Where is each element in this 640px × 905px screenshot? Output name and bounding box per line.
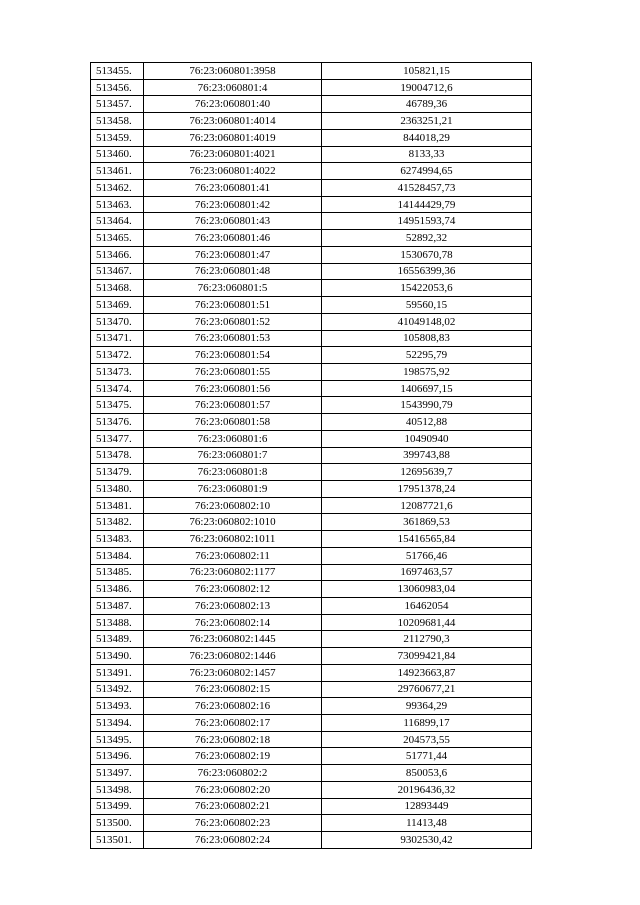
row-number-cell: 513486. (91, 581, 144, 598)
table-row (91, 564, 532, 581)
row-number-cell: 513472. (91, 347, 144, 364)
value-cell: 844018,29 (322, 129, 532, 146)
value-cell: 1543990,79 (322, 397, 532, 414)
table-row (91, 631, 532, 648)
cadastral-number-cell: 76:23:060801:3958 (144, 63, 322, 80)
value-cell: 12087721,6 (322, 497, 532, 514)
row-number-cell: 513480. (91, 480, 144, 497)
cadastral-number-cell: 76:23:060801:4022 (144, 163, 322, 180)
row-number-cell: 513467. (91, 263, 144, 280)
table-row (91, 464, 532, 481)
table-row (91, 430, 532, 447)
table-body (91, 63, 532, 849)
value-cell: 46789,36 (322, 96, 532, 113)
cadastral-number-cell: 76:23:060801:42 (144, 196, 322, 213)
table-row (91, 648, 532, 665)
cadastral-number-cell: 76:23:060802:16 (144, 698, 322, 715)
value-cell: 399743,88 (322, 447, 532, 464)
cadastral-number-cell: 76:23:060802:11 (144, 547, 322, 564)
row-number-cell: 513491. (91, 664, 144, 681)
row-number-cell: 513490. (91, 648, 144, 665)
cadastral-number-cell: 76:23:060801:53 (144, 330, 322, 347)
row-number-cell: 513499. (91, 798, 144, 815)
cadastral-number-cell: 76:23:060802:2 (144, 765, 322, 782)
row-number-cell: 513492. (91, 681, 144, 698)
value-cell: 51771,44 (322, 748, 532, 765)
value-cell: 9302530,42 (322, 832, 532, 849)
row-number-cell: 513470. (91, 313, 144, 330)
value-cell: 51766,46 (322, 547, 532, 564)
row-number-cell: 513496. (91, 748, 144, 765)
table-row (91, 196, 532, 213)
table-row (91, 96, 532, 113)
row-number-cell: 513463. (91, 196, 144, 213)
row-number-cell: 513461. (91, 163, 144, 180)
table-row (91, 614, 532, 631)
value-cell: 52295,79 (322, 347, 532, 364)
value-cell: 29760677,21 (322, 681, 532, 698)
cadastral-number-cell: 76:23:060801:7 (144, 447, 322, 464)
cadastral-number-cell: 76:23:060802:1457 (144, 664, 322, 681)
table-row (91, 163, 532, 180)
cadastral-number-cell: 76:23:060802:13 (144, 598, 322, 615)
cadastral-number-cell: 76:23:060801:41 (144, 180, 322, 197)
table-row (91, 313, 532, 330)
row-number-cell: 513501. (91, 832, 144, 849)
value-cell: 99364,29 (322, 698, 532, 715)
value-cell: 116899,17 (322, 715, 532, 732)
table-row (91, 363, 532, 380)
row-number-cell: 513474. (91, 380, 144, 397)
value-cell: 361869,53 (322, 514, 532, 531)
cadastral-number-cell: 76:23:060802:19 (144, 748, 322, 765)
value-cell: 12893449 (322, 798, 532, 815)
cadastral-number-cell: 76:23:060801:54 (144, 347, 322, 364)
cadastral-number-cell: 76:23:060801:5 (144, 280, 322, 297)
table-row (91, 297, 532, 314)
cadastral-number-cell: 76:23:060802:24 (144, 832, 322, 849)
value-cell: 16462054 (322, 598, 532, 615)
row-number-cell: 513476. (91, 414, 144, 431)
table-row (91, 815, 532, 832)
table-row (91, 497, 532, 514)
row-number-cell: 513493. (91, 698, 144, 715)
cadastral-number-cell: 76:23:060801:58 (144, 414, 322, 431)
cadastral-number-cell: 76:23:060801:51 (144, 297, 322, 314)
row-number-cell: 513494. (91, 715, 144, 732)
row-number-cell: 513500. (91, 815, 144, 832)
table-row (91, 664, 532, 681)
value-cell: 10490940 (322, 430, 532, 447)
table-row (91, 146, 532, 163)
table-row (91, 263, 532, 280)
value-cell: 204573,55 (322, 731, 532, 748)
row-number-cell: 513471. (91, 330, 144, 347)
row-number-cell: 513485. (91, 564, 144, 581)
table-row (91, 129, 532, 146)
row-number-cell: 513460. (91, 146, 144, 163)
cadastral-number-cell: 76:23:060802:10 (144, 497, 322, 514)
value-cell: 14144429,79 (322, 196, 532, 213)
row-number-cell: 513457. (91, 96, 144, 113)
table-row (91, 581, 532, 598)
value-cell: 13060983,04 (322, 581, 532, 598)
value-cell: 20196436,32 (322, 781, 532, 798)
value-cell: 14923663,87 (322, 664, 532, 681)
table-row (91, 765, 532, 782)
row-number-cell: 513473. (91, 363, 144, 380)
table-row (91, 246, 532, 263)
row-number-cell: 513481. (91, 497, 144, 514)
row-number-cell: 513483. (91, 531, 144, 548)
cadastral-number-cell: 76:23:060802:18 (144, 731, 322, 748)
row-number-cell: 513484. (91, 547, 144, 564)
cadastral-number-cell: 76:23:060801:52 (144, 313, 322, 330)
row-number-cell: 513458. (91, 113, 144, 130)
table-row (91, 230, 532, 247)
row-number-cell: 513482. (91, 514, 144, 531)
row-number-cell: 513489. (91, 631, 144, 648)
table-row (91, 798, 532, 815)
cadastral-number-cell: 76:23:060801:56 (144, 380, 322, 397)
value-cell: 73099421,84 (322, 648, 532, 665)
value-cell: 2363251,21 (322, 113, 532, 130)
value-cell: 105821,15 (322, 63, 532, 80)
table-row (91, 63, 532, 80)
cadastral-number-cell: 76:23:060801:4021 (144, 146, 322, 163)
cadastral-number-cell: 76:23:060802:1446 (144, 648, 322, 665)
row-number-cell: 513479. (91, 464, 144, 481)
table-row (91, 180, 532, 197)
value-cell: 11413,48 (322, 815, 532, 832)
cadastral-number-cell: 76:23:060801:57 (144, 397, 322, 414)
table-row (91, 380, 532, 397)
cadastral-number-cell: 76:23:060802:1010 (144, 514, 322, 531)
cadastral-number-cell: 76:23:060802:12 (144, 581, 322, 598)
value-cell: 16556399,36 (322, 263, 532, 280)
table-row (91, 715, 532, 732)
value-cell: 52892,32 (322, 230, 532, 247)
table-row (91, 781, 532, 798)
cadastral-number-cell: 76:23:060801:55 (144, 363, 322, 380)
value-cell: 8133,33 (322, 146, 532, 163)
row-number-cell: 513477. (91, 430, 144, 447)
value-cell: 15416565,84 (322, 531, 532, 548)
table-row (91, 280, 532, 297)
table-row (91, 397, 532, 414)
table-row (91, 213, 532, 230)
table-row (91, 598, 532, 615)
row-number-cell: 513478. (91, 447, 144, 464)
value-cell: 105808,83 (322, 330, 532, 347)
cadastral-number-cell: 76:23:060801:6 (144, 430, 322, 447)
cadastral-number-cell: 76:23:060802:15 (144, 681, 322, 698)
value-cell: 19004712,6 (322, 79, 532, 96)
value-cell: 1697463,57 (322, 564, 532, 581)
cadastral-number-cell: 76:23:060801:40 (144, 96, 322, 113)
value-cell: 59560,15 (322, 297, 532, 314)
cadastral-number-cell: 76:23:060801:4019 (144, 129, 322, 146)
cadastral-value-table (90, 62, 532, 849)
value-cell: 14951593,74 (322, 213, 532, 230)
value-cell: 41528457,73 (322, 180, 532, 197)
cadastral-number-cell: 76:23:060801:8 (144, 464, 322, 481)
table-row (91, 414, 532, 431)
value-cell: 17951378,24 (322, 480, 532, 497)
table-row (91, 832, 532, 849)
table-row (91, 731, 532, 748)
cadastral-number-cell: 76:23:060801:47 (144, 246, 322, 263)
table-row (91, 480, 532, 497)
table-row (91, 347, 532, 364)
cadastral-number-cell: 76:23:060802:21 (144, 798, 322, 815)
value-cell: 1530670,78 (322, 246, 532, 263)
cadastral-number-cell: 76:23:060802:20 (144, 781, 322, 798)
row-number-cell: 513465. (91, 230, 144, 247)
row-number-cell: 513464. (91, 213, 144, 230)
table-row (91, 514, 532, 531)
cadastral-number-cell: 76:23:060801:48 (144, 263, 322, 280)
value-cell: 10209681,44 (322, 614, 532, 631)
cadastral-number-cell: 76:23:060801:46 (144, 230, 322, 247)
row-number-cell: 513468. (91, 280, 144, 297)
cadastral-number-cell: 76:23:060802:17 (144, 715, 322, 732)
table-row (91, 330, 532, 347)
value-cell: 40512,88 (322, 414, 532, 431)
cadastral-number-cell: 76:23:060801:4014 (144, 113, 322, 130)
row-number-cell: 513469. (91, 297, 144, 314)
value-cell: 198575,92 (322, 363, 532, 380)
value-cell: 850053,6 (322, 765, 532, 782)
row-number-cell: 513498. (91, 781, 144, 798)
table-row (91, 748, 532, 765)
table-row (91, 447, 532, 464)
cadastral-number-cell: 76:23:060802:1011 (144, 531, 322, 548)
table-row (91, 698, 532, 715)
table-row (91, 531, 532, 548)
row-number-cell: 513466. (91, 246, 144, 263)
row-number-cell: 513462. (91, 180, 144, 197)
row-number-cell: 513456. (91, 79, 144, 96)
cadastral-number-cell: 76:23:060802:23 (144, 815, 322, 832)
row-number-cell: 513488. (91, 614, 144, 631)
value-cell: 1406697,15 (322, 380, 532, 397)
cadastral-number-cell: 76:23:060801:9 (144, 480, 322, 497)
value-cell: 15422053,6 (322, 280, 532, 297)
value-cell: 2112790,3 (322, 631, 532, 648)
row-number-cell: 513487. (91, 598, 144, 615)
row-number-cell: 513455. (91, 63, 144, 80)
cadastral-number-cell: 76:23:060802:1177 (144, 564, 322, 581)
row-number-cell: 513459. (91, 129, 144, 146)
cadastral-number-cell: 76:23:060801:4 (144, 79, 322, 96)
row-number-cell: 513495. (91, 731, 144, 748)
table-row (91, 681, 532, 698)
value-cell: 6274994,65 (322, 163, 532, 180)
row-number-cell: 513497. (91, 765, 144, 782)
cadastral-number-cell: 76:23:060802:14 (144, 614, 322, 631)
value-cell: 12695639,7 (322, 464, 532, 481)
cadastral-number-cell: 76:23:060802:1445 (144, 631, 322, 648)
value-cell: 41049148,02 (322, 313, 532, 330)
table-row (91, 113, 532, 130)
table-row (91, 547, 532, 564)
row-number-cell: 513475. (91, 397, 144, 414)
cadastral-number-cell: 76:23:060801:43 (144, 213, 322, 230)
table-row (91, 79, 532, 96)
